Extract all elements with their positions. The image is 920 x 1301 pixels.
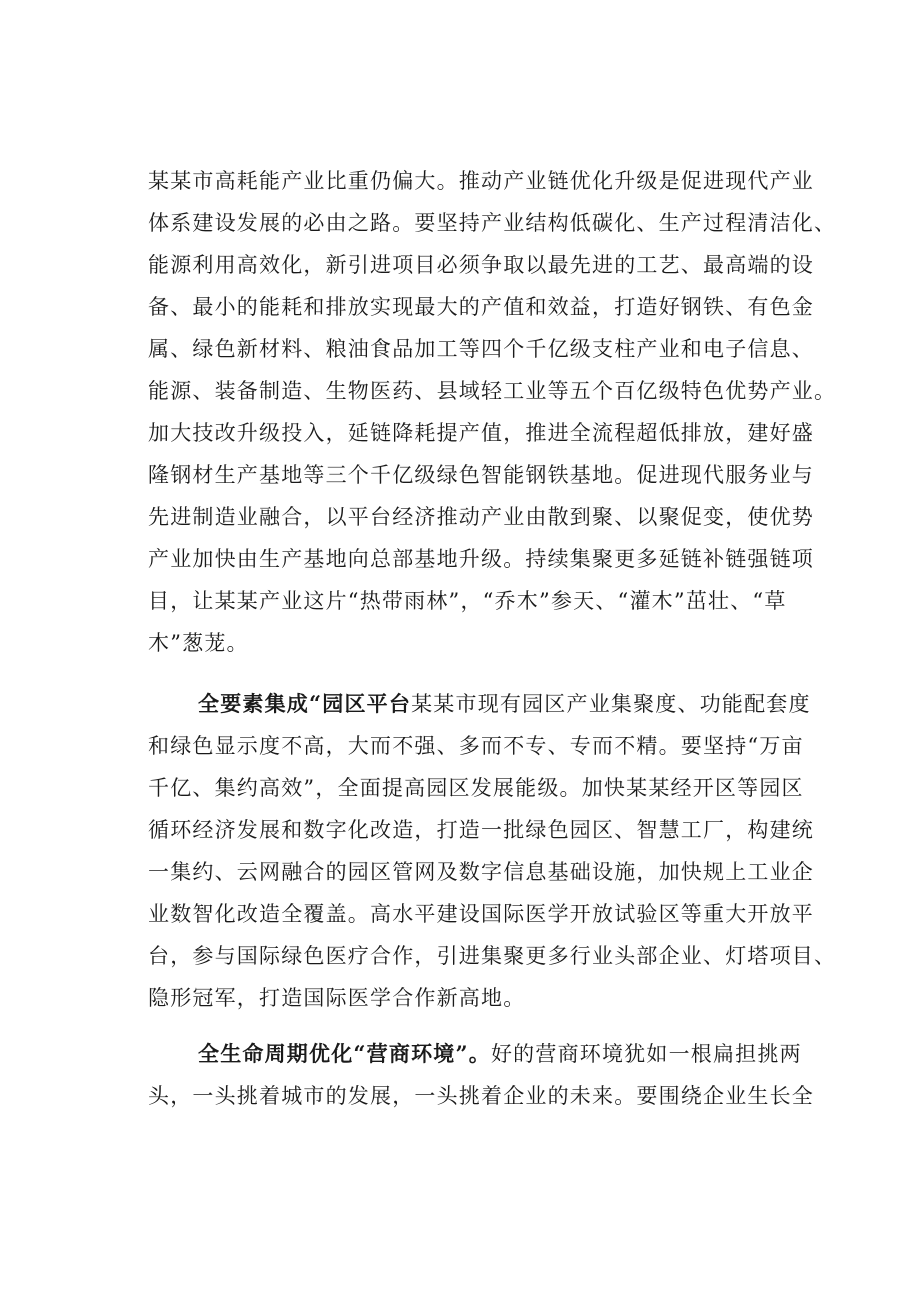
paragraph-1-line: 备、最小的能耗和排放实现最大的产值和效益，打造好钢铁、有色金 [148, 295, 814, 319]
paragraph-3-heading: 全生命周期优化“营商环境”。 [198, 1041, 491, 1066]
paragraph-1-line: 能源利用高效化，新引进项目必须争取以最先进的工艺、最高端的设 [148, 253, 814, 277]
paragraph-2-line: 一集约、云网融合的园区管网及数字信息基础设施，加快规上工业企 [148, 860, 814, 884]
paragraph-3-line: 头，一头挑着城市的发展，一头挑着企业的未来。要围绕企业生长全 [148, 1084, 814, 1108]
paragraph-1-line: 木”葱茏。 [148, 631, 249, 655]
paragraph-1-line: 能源、装备制造、生物医药、县域轻工业等五个百亿级特色优势产业。 [148, 379, 837, 403]
paragraph-1-line: 加大技改升级投入，延链降耗提产值，推进全流程超低排放，建好盛 [148, 421, 814, 445]
paragraph-2-first-line-text: 某某市现有园区产业集聚度、功能配套度 [411, 692, 811, 716]
paragraph-2-line: 业数智化改造全覆盖。高水平建设国际医学开放试验区等重大开放平 [148, 902, 814, 926]
paragraph-2-first-line [198, 689, 811, 719]
paragraph-1-line: 体系建设发展的必由之路。要坚持产业结构低碳化、生产过程清洁化、 [148, 211, 837, 235]
paragraph-2-heading: 全要素集成“园区平台 [198, 691, 412, 716]
paragraph-1-line: 先进制造业融合，以平台经济推动产业由散到聚、以聚促变，使优势 [148, 505, 814, 529]
paragraph-1-line: 隆钢材生产基地等三个千亿级绿色智能钢铁基地。促进现代服务业与 [148, 463, 814, 487]
paragraph-2-line: 循环经济发展和数字化改造，打造一批绿色园区、智慧工厂，构建统 [148, 818, 814, 842]
paragraph-1-line: 目，让某某产业这片“热带雨林”，“乔木”参天、“灌木”茁壮、“草 [148, 589, 787, 613]
paragraph-3-first-line [198, 1039, 802, 1069]
paragraph-3-first-line-text: 好的营商环境犹如一根扁担挑两 [490, 1042, 802, 1066]
paragraph-2-line: 隐形冠军，打造国际医学合作新高地。 [148, 986, 526, 1010]
paragraph-2-line: 千亿、集约高效”，全面提高园区发展能级。加快某某经开区等园区 [148, 776, 804, 800]
paragraph-1-line: 属、绿色新材料、粮油食品加工等四个千亿级支柱产业和电子信息、 [148, 337, 814, 361]
paragraph-2-line: 和绿色显示度不高，大而不强、多而不专、专而不精。要坚持“万亩 [148, 734, 804, 758]
paragraph-1-line: 某某市高耗能产业比重仍偏大。推动产业链优化升级是促进现代产业 [148, 169, 814, 193]
paragraph-1-line: 产业加快由生产基地向总部基地升级。持续集聚更多延链补链强链项 [148, 547, 814, 571]
paragraph-2-line: 台，参与国际绿色医疗合作，引进集聚更多行业头部企业、灯塔项目、 [148, 944, 837, 968]
